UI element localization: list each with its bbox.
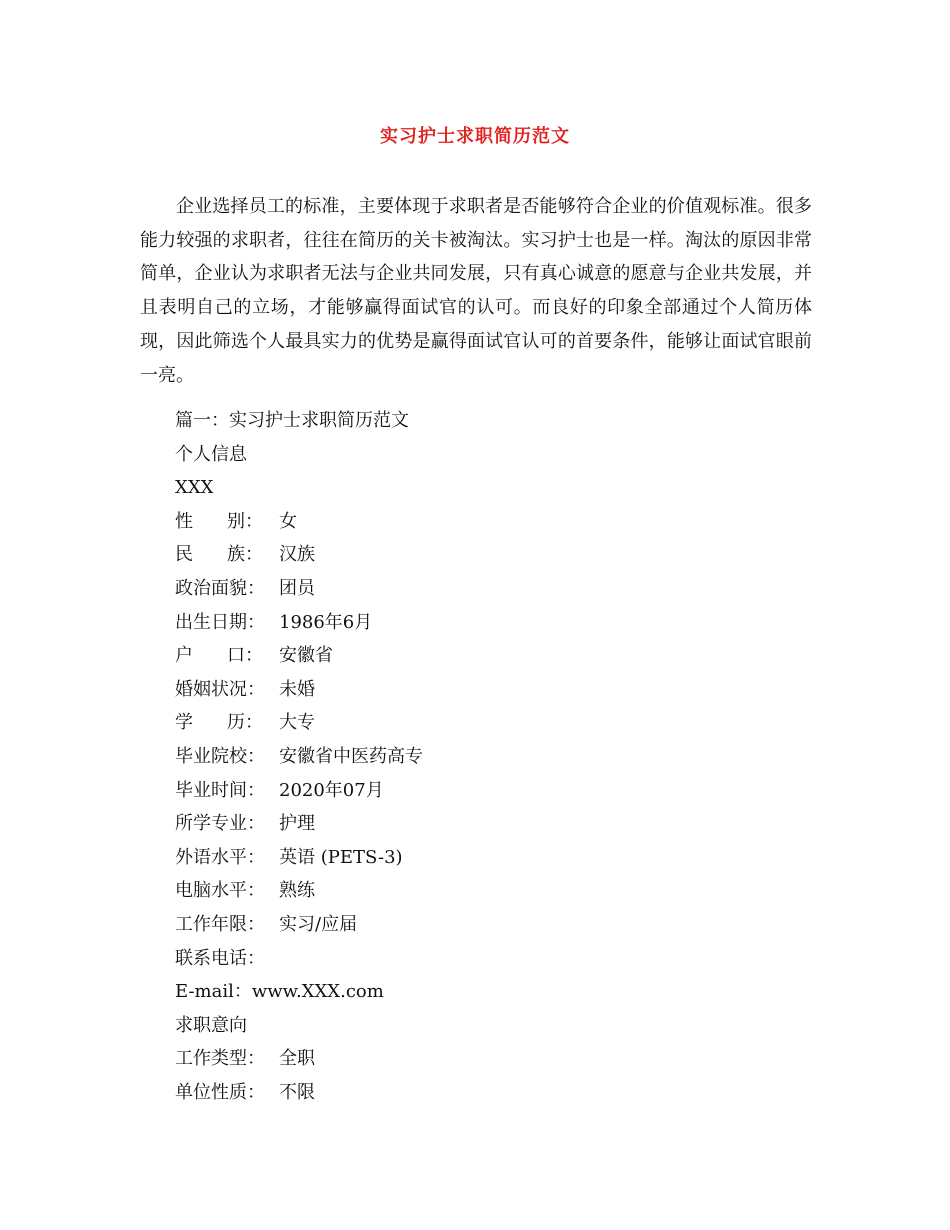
field-education: [175, 706, 423, 740]
field-value: 安徽省: [279, 645, 333, 667]
field-value: 大专: [279, 712, 315, 734]
resume-lines: [175, 404, 423, 1109]
field-value: 2020年07月: [279, 779, 384, 801]
field-computer: [175, 874, 423, 908]
field-hukou: [175, 639, 423, 673]
field-label: 婚姻状况：: [175, 678, 265, 700]
field-major: [175, 807, 423, 841]
field-label: 性 别：: [175, 510, 263, 532]
personal-info-heading: 个人信息: [175, 443, 247, 465]
field-label: 出生日期：: [175, 611, 265, 633]
field-gender: [175, 505, 423, 539]
field-value: 1986年6月: [279, 611, 373, 633]
field-label: 政治面貌：: [175, 577, 265, 599]
field-value: 安徽省中医药高专: [279, 745, 423, 767]
field-school: [175, 740, 423, 774]
field-ethnicity: [175, 538, 423, 572]
field-birth: [175, 606, 423, 640]
field-phone: [175, 942, 423, 976]
field-experience: [175, 908, 423, 942]
field-political: [175, 572, 423, 606]
document-title: 实习护士求职简历范文: [380, 126, 570, 147]
field-job-type: [175, 1042, 423, 1076]
field-label: 学 历：: [175, 712, 263, 734]
field-company-nature: [175, 1076, 423, 1110]
field-value: 全职: [279, 1048, 315, 1070]
field-label: 毕业院校：: [175, 745, 265, 767]
field-value: 汉族: [279, 544, 315, 566]
field-label: 毕业时间：: [175, 779, 265, 801]
field-value: 熟练: [279, 880, 315, 902]
field-label: 民 族：: [175, 544, 263, 566]
field-label: 工作类型：: [175, 1048, 265, 1070]
name-line: XXX: [175, 477, 214, 499]
field-language: [175, 841, 423, 875]
field-label: 单位性质：: [175, 1081, 265, 1103]
field-label: 外语水平：: [175, 846, 265, 868]
field-value: 英语 (PETS-3): [279, 846, 403, 868]
field-label: 所学专业：: [175, 813, 265, 835]
section-heading: 篇一：实习护士求职简历范文: [175, 410, 409, 431]
field-value: 团员: [279, 577, 315, 599]
intent-heading: 求职意向: [175, 1014, 247, 1036]
field-label: 户 口：: [175, 645, 263, 667]
field-value: 未婚: [279, 678, 315, 700]
field-value: 实习/应届: [279, 913, 358, 935]
field-marital: [175, 673, 423, 707]
field-grad-time: [175, 774, 423, 808]
field-label: 工作年限：: [175, 913, 265, 935]
field-value: 护理: [279, 813, 315, 835]
intro-paragraph: 企业选择员工的标准，主要体现于求职者是否能够符合企业的价值观标准。很多能力较强的求职者，往往在简历的关卡被淘汰。实习护士也是一样。淘汰的原因非常简单，企业认为求职者无法与企业共同发展，只有真心诚意的愿意与企业共发展，并且表明自己的立场，才能够赢得面试官的认可。而良好的印象全部通过个人简历体现，因此筛选个人最具实力的优势是赢得面试官认可的首要条件，能够让面试官眼前一亮。: [140, 196, 812, 386]
field-value: 不限: [279, 1081, 315, 1103]
field-value: 女: [279, 510, 297, 532]
field-label: 电脑水平：: [175, 880, 265, 902]
field-label: 联系电话：: [175, 947, 265, 969]
field-email: E-mail：www.XXX.com: [175, 981, 384, 1003]
